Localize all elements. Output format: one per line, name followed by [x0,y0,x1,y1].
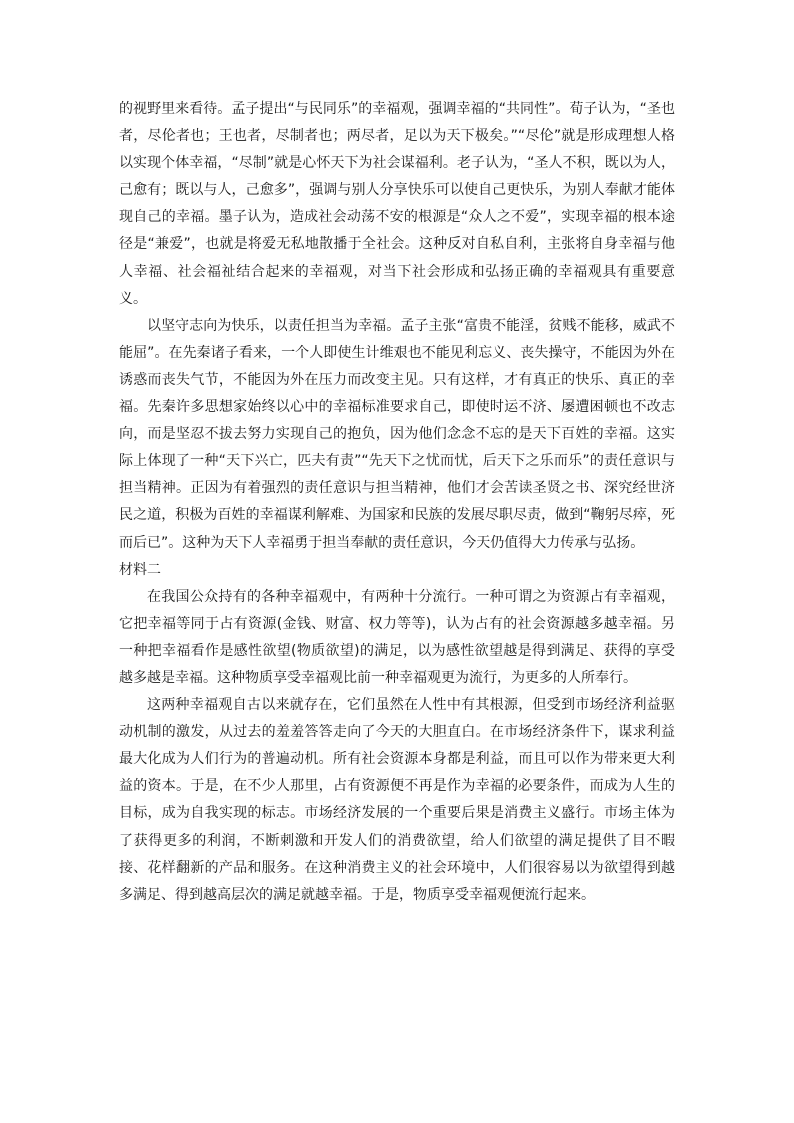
paragraph-two-happiness-views: 在我国公众持有的各种幸福观中，有两种十分流行。一种可谓之为资源占有幸福观，它把幸福等同于占有资源(金钱、财富、权力等等)，认为占有的社会资源越多越幸福。另一种把幸福看作是感性欲望(物质欲望)的满足，以为感性欲望越是得到满足、获得的享受越多越是幸福。这种物质享受幸福观比前一种幸福观更为流行，为更多的人所奉行。 [119,588,675,686]
section-heading-material-two: 材料二 [119,561,161,578]
document-page [119,96,675,909]
paragraph-market-economy: 这两种幸福观自古以来就存在，它们虽然在人性中有其根源，但受到市场经济利益驱动机制的激发，从过去的羞羞答答走向了今天的大胆直白。在市场经济条件下，谋求利益最大化成为人们行为的普遍动机。所有社会资源本身都是利益，而且可以作为带来更大利益的资本。于是，在不少人那里，占有资源便不再是作为幸福的必要条件，而成为人生的目标，成为自我实现的标志。市场经济发展的一个重要后果是消费主义盛行。市场主体为了获得更多的利润，不断刺激和开发人们的消费欲望，给人们欲望的满足提供了目不暇接、花样翻新的产品和服务。在这种消费主义的社会环境中，人们很容易以为欲望得到越多满足、得到越高层次的满足就越幸福。于是，物质享受幸福观便流行起来。 [119,697,675,903]
paragraph-responsibility: 以坚守志向为快乐，以责任担当为幸福。孟子主张“富贵不能淫，贫贱不能移，威武不能屈”。在先秦诸子看来，一个人即使生计维艰也不能见利忘义、丧失操守，不能因为外在诱惑而丧失气节，不能因为外在压力而改变主见。只有这样，才有真正的快乐、真正的幸福。先秦许多思想家始终以心中的幸福标准要求自己，即使时运不济、屡遭困顿也不改志向，而是坚忍不拔去努力实现自己的抱负，因为他们念念不忘的是天下百姓的幸福。这实际上体现了一种“天下兴亡，匹夫有责”“先天下之忧而忧，后天下之乐而乐”的责任意识与担当精神。正因为有着强烈的责任意识与担当精神，他们才会苦读圣贤之书、深究经世济民之道，积极为百姓的幸福谋利解难、为国家和民族的发展尽职尽责，做到“鞠躬尽瘁，死而后已”。这种为天下人幸福勇于担当奉献的责任意识，今天仍值得大力传承与弘扬。 [119,317,675,551]
paragraph-classical-views: 的视野里来看待。孟子提出“与民同乐”的幸福观，强调幸福的“共同性”。荀子认为，“圣也者，尽伦者也；王也者，尽制者也；两尽者，足以为天下极矣。”“尽伦”就是形成理想人格以实现个体幸福，“尽制”就是心怀天下为社会谋福利。老子认为，“圣人不积，既以为人，己愈有；既以与人，己愈多”，强调与别人分享快乐可以使自己更快乐，为别人奉献才能体现自己的幸福。墨子认为，造成社会动荡不安的根源是“众人之不爱”，实现幸福的根本途径是“兼爱”，也就是将爱无私地散播于全社会。这种反对自私自利，主张将自身幸福与他人幸福、社会福祉结合起来的幸福观，对当下社会形成和弘扬正确的幸福观具有重要意义。 [119,101,675,307]
